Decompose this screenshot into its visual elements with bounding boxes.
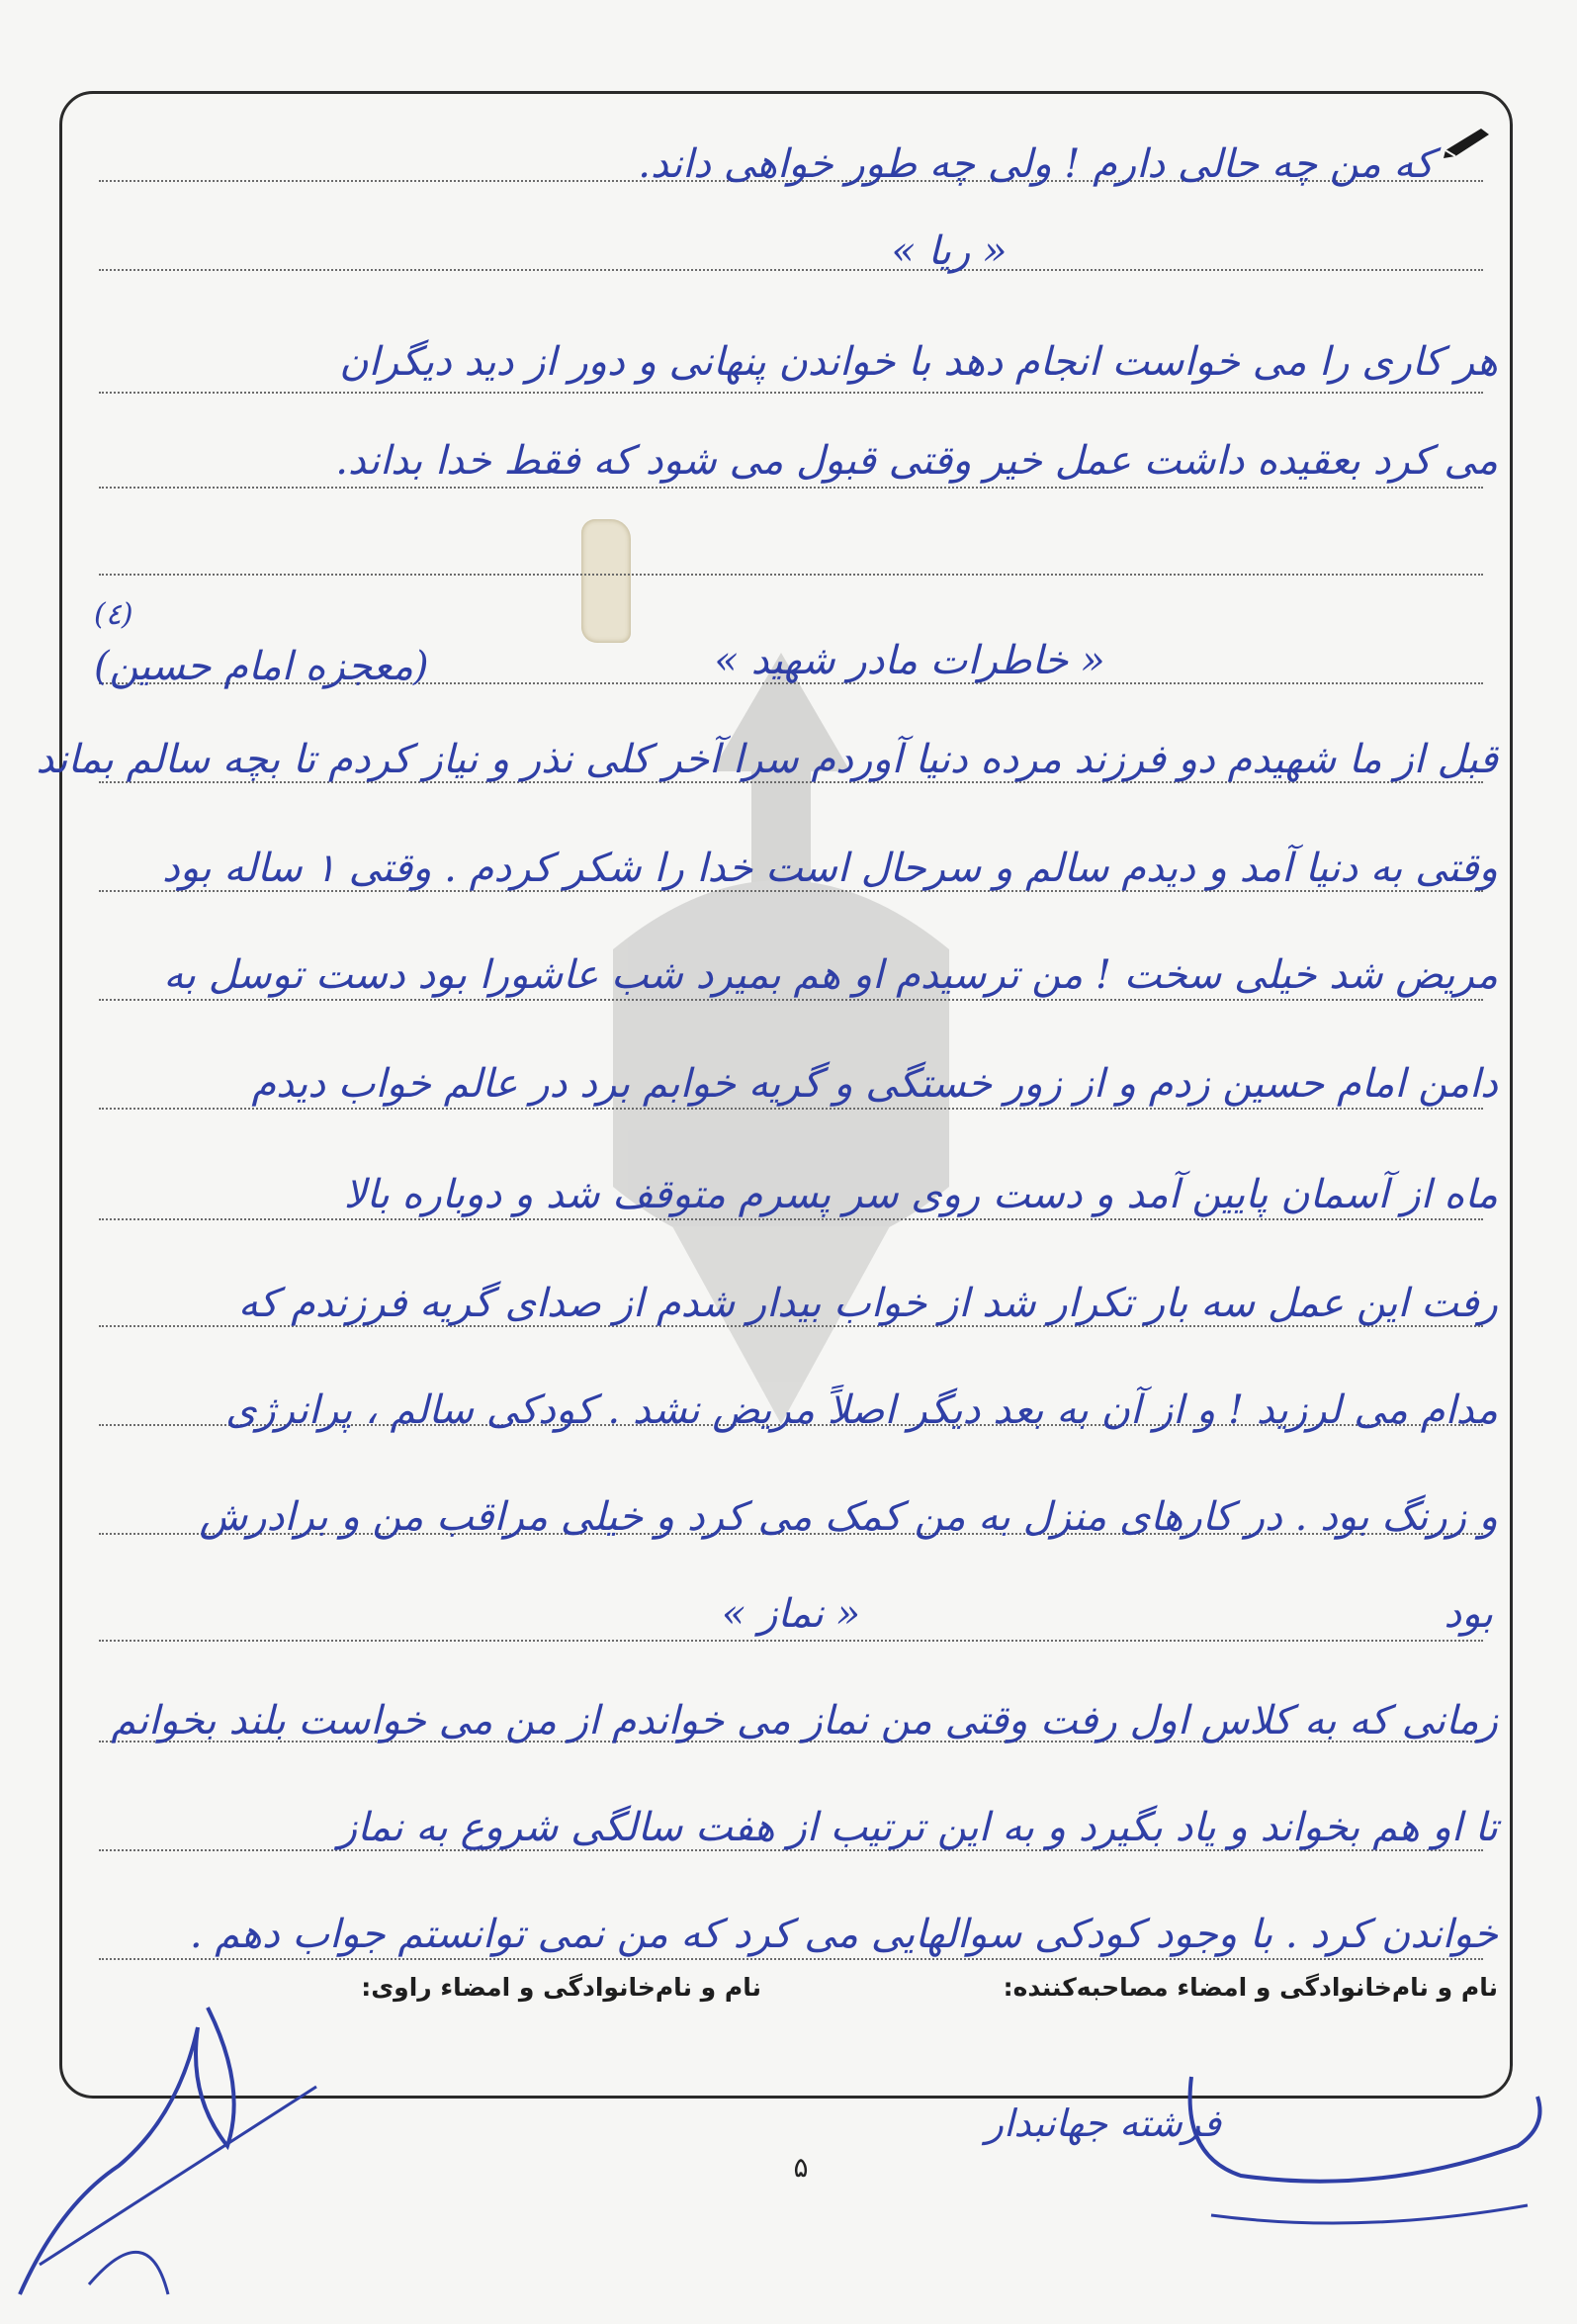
ruled-line — [99, 392, 1483, 394]
section-subtitle: (معجزه امام حسین) — [94, 644, 429, 689]
section-number: (٤) — [94, 597, 133, 632]
handwritten-line: می کرد بعقیده داشت عمل خیر وقتی قبول می شود که فقط خدا بداند. — [335, 438, 1498, 484]
handwritten-line: که من چه حالی دارم ! ولی چه طور خواهی داند. — [638, 141, 1434, 187]
svg-text:فرشته جهانبدار: فرشته جهانبدار — [985, 2101, 1221, 2145]
handwritten-line: دامن امام حسین زدم و از زور خستگی و گریه خوابم برد در عالم خواب دیدم — [251, 1061, 1498, 1107]
handwritten-line: و زرنگ بود . در کارهای منزل به من کمک می کرد و خیلی مراقب من و برادرش — [199, 1494, 1498, 1540]
handwritten-line: قبل از ما شهیدم دو فرزند مرده دنیا آوردم سرا آخر کلی نذر و نیاز کردم تا بچه سالم بماند — [36, 737, 1498, 782]
handwritten-line: خواندن کرد . با وجود کودکی سوالهایی می کرد که من نمی توانستم جواب دهم . — [189, 1912, 1498, 1957]
pen-icon — [1442, 121, 1493, 160]
handwritten-line: رفت این عمل سه بار تکرار شد از خواب بیدار شدم از صدای گریه فرزندم که — [237, 1281, 1498, 1326]
ruled-line — [99, 574, 1483, 576]
interviewer-label: نام و نام‌خانوادگی و امضاء مصاحبه‌کننده: — [1003, 1973, 1498, 2002]
page-number: ۵ — [793, 2151, 809, 2184]
handwritten-line: مریض شد خیلی سخت ! من ترسیدم او هم بمیرد شب عاشورا بود دست توسل به — [163, 952, 1498, 998]
tape-scrap — [581, 519, 631, 643]
handwritten-line: تا او هم بخواند و یاد بگیرد و به این ترتیب از هفت سالگی شروع به نماز — [337, 1805, 1498, 1850]
handwritten-line: ماه از آسمان پایین آمد و دست روی سر پسرم متوقف شد و دوباره بالا — [343, 1172, 1498, 1217]
handwritten-line: بود — [1444, 1591, 1493, 1637]
handwritten-line: وقتی به دنیا آمد و دیدم سالم و سرحال است خدا را شکر کردم . وقتی ۱ ساله بود — [162, 846, 1498, 891]
narrator-signature — [0, 1968, 336, 2324]
interviewer-signature — [985, 2037, 1557, 2235]
handwritten-line: هر کاری را می خواست انجام دهد با خواندن پنهانی و دور از دید دیگران — [339, 339, 1498, 385]
section-heading: « خاطرات مادر شهید » — [714, 638, 1105, 683]
section-heading: « نماز » — [721, 1591, 861, 1637]
section-heading: « ریا » — [891, 228, 1008, 274]
handwritten-line: زمانی که به کلاس اول رفت وقتی من نماز می خواندم از من می خواست بلند بخوانم — [111, 1698, 1498, 1743]
handwritten-line: مدام می لرزید ! و از آن به بعد دیگر اصلاً مریض نشد . کودکی سالم ، پرانرژی — [225, 1387, 1498, 1433]
narrator-label: نام و نام‌خانوادگی و امضاء راوی: — [361, 1973, 761, 2002]
